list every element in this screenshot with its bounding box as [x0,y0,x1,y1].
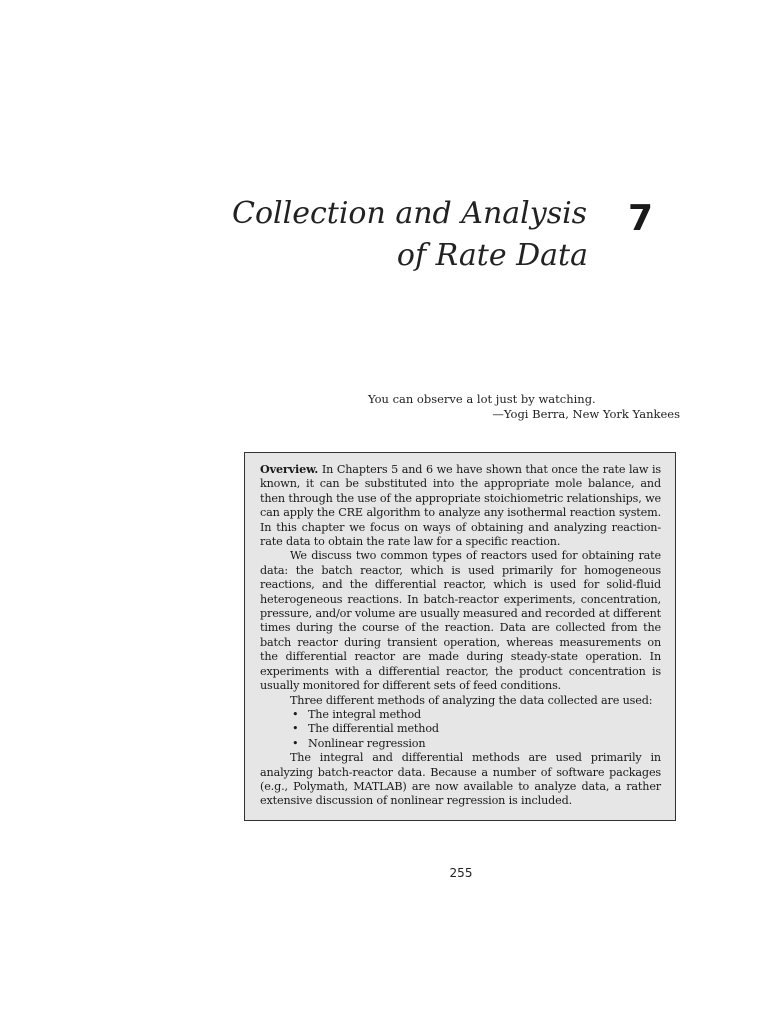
list-item: • The differential method [290,722,661,736]
overview-paragraph-1-text: In Chapters 5 and 6 we have shown that once the rate law is known, it can be substituted into the appropriate mole balance, and then through the use of the appropriate stoichiometric relationships, we can apply the CRE algorithm to analyze any isothermal reaction system. In this chapter we focus on ways of obtaining and analyzing reaction-rate data to obtain the rate law for a specific reaction. [260,463,662,549]
epigraph-attribution: —Yogi Berra, New York Yankees [492,407,680,421]
list-item: • Nonlinear regression [290,737,661,751]
chapter-title-line-1: Collection and Analysis [232,196,588,231]
page-number: 255 [449,866,473,880]
chapter-title [232,193,588,277]
overview-paragraph-2: We discuss two common types of reactors used for obtaining rate data: the batch reactor, which is used primarily for homogeneous reactions, and the differential reactor, which is used for solid-fluid heterogeneous reactions. In batch-reactor experiments, concentration, pressure, and/or volume are usually measured and recorded at different times during the course of the reaction. Data are collected from the batch reactor during transient operation, whereas measurements on the differential reactor are made during steady-state operation. In experiments with a differential reactor, the product concentration is usually monitored for different sets of feed conditions. [260,549,661,693]
overview-paragraph-4: The integral and differential methods are used primarily in analyzing batch-reactor data. Because a number of software packages (e.g., Polymath, MATLAB) are now available to analyze data, a rather extensive discussion of nonlinear regression is included. [260,751,661,808]
overview-lead: Overview. [260,462,319,476]
overview-paragraph-3: Three different methods of analyzing the data collected are used: [290,693,653,707]
epigraph [368,392,680,422]
chapter-number: 7 [628,198,654,239]
epigraph-quote: You can observe a lot just by watching. [368,392,596,406]
methods-list [260,708,661,751]
overview-paragraph-1 [260,462,661,549]
chapter-title-line-2: of Rate Data [396,238,588,273]
overview-box [244,452,676,821]
list-item: • The integral method [290,708,661,722]
